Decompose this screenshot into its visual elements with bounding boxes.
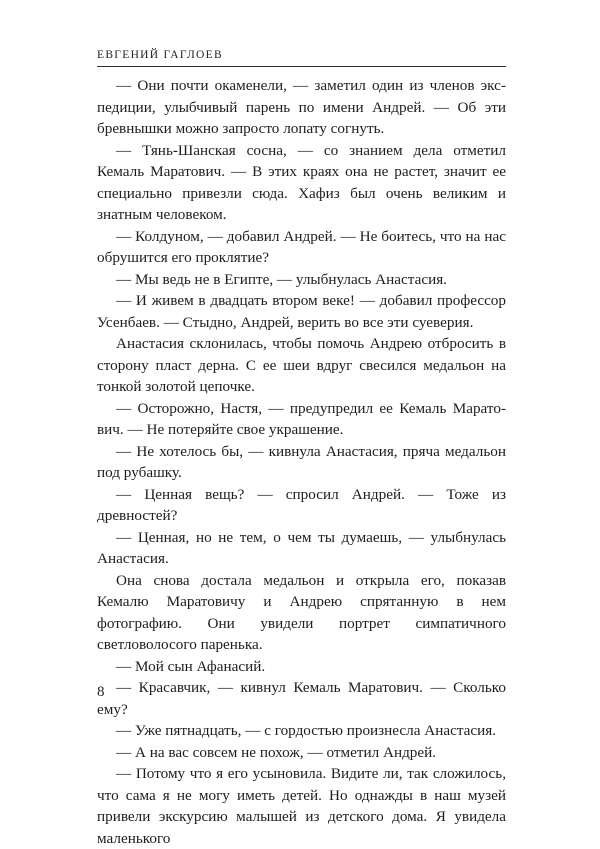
paragraph: — Красавчик, — кивнул Кемаль Маратович. — Сколько ему? — [97, 679, 506, 718]
paragraph: — Не хотелось бы, — кивнула Анастасия, пряча медальон под рубашку. — [97, 442, 506, 481]
body-text — [97, 75, 506, 849]
paragraph: — Они почти окаменели, — заметил один из членов экспедиции, улыбчивый парень по имени Андрей. — Об эти бревнышки можно запросто лопату согнуть. — [97, 77, 506, 137]
paragraph: — Тянь-Шанская сосна, — со знанием дела отметил Кемаль Маратович. — В этих краях она не растет, значит ее специально привезли сюда. Хафиз был очень великим и знатным человеком. — [97, 141, 506, 223]
paragraph: — И живем в двадцать втором веке! — добавил профессор Усенбаев. — Стыдно, Андрей, верить во все эти суеверия. — [97, 292, 506, 331]
paragraph: — Потому что я его усыновила. Видите ли, так сложилось, что сама я не могу иметь детей. Но однажды в наш музей привели экскурсию малышей из детского дома. Я увидела маленького — [97, 765, 506, 847]
paragraph: — Ценная вещь? — спросил Андрей. — Тоже из древностей? — [97, 485, 506, 524]
paragraph: — Ценная, но не тем, о чем ты думаешь, — улыбнулась Анастасия. — [97, 528, 506, 567]
paragraph: — Осторожно, Настя, — предупредил ее Кемаль Маратович. — Не потеряйте свое украшение. — [97, 399, 506, 438]
running-head-author: ЕВГЕНИЙ ГАГЛОЕВ — [97, 49, 223, 61]
header-rule — [97, 66, 506, 67]
paragraph: — Мой сын Афанасий. — [116, 657, 266, 675]
paragraph: Анастасия склонилась, чтобы помочь Андрею отбросить в сторону пласт дерна. С ее шеи вдруг свесился медальон на тонкой золотой цепочке. — [97, 335, 506, 395]
paragraph: — Колдуном, — добавил Андрей. — Не боитесь, что на нас обрушится его проклятие? — [97, 227, 506, 266]
paragraph: — Мы ведь не в Египте, — улыбнулась Анастасия. — [116, 270, 447, 288]
paragraph: — Уже пятнадцать, — с гордостью произнесла Анастасия. — [116, 722, 497, 739]
paragraph: — А на вас совсем не похож, — отметил Андрей. — [116, 743, 437, 761]
paragraph: Она снова достала медальон и открыла его, показав Кемалю Маратовичу и Андрею спрятанную в нем фотографию. Они увидели портрет симпатичного светловолосого паренька. — [97, 571, 506, 653]
page-number: 8 — [97, 684, 105, 700]
